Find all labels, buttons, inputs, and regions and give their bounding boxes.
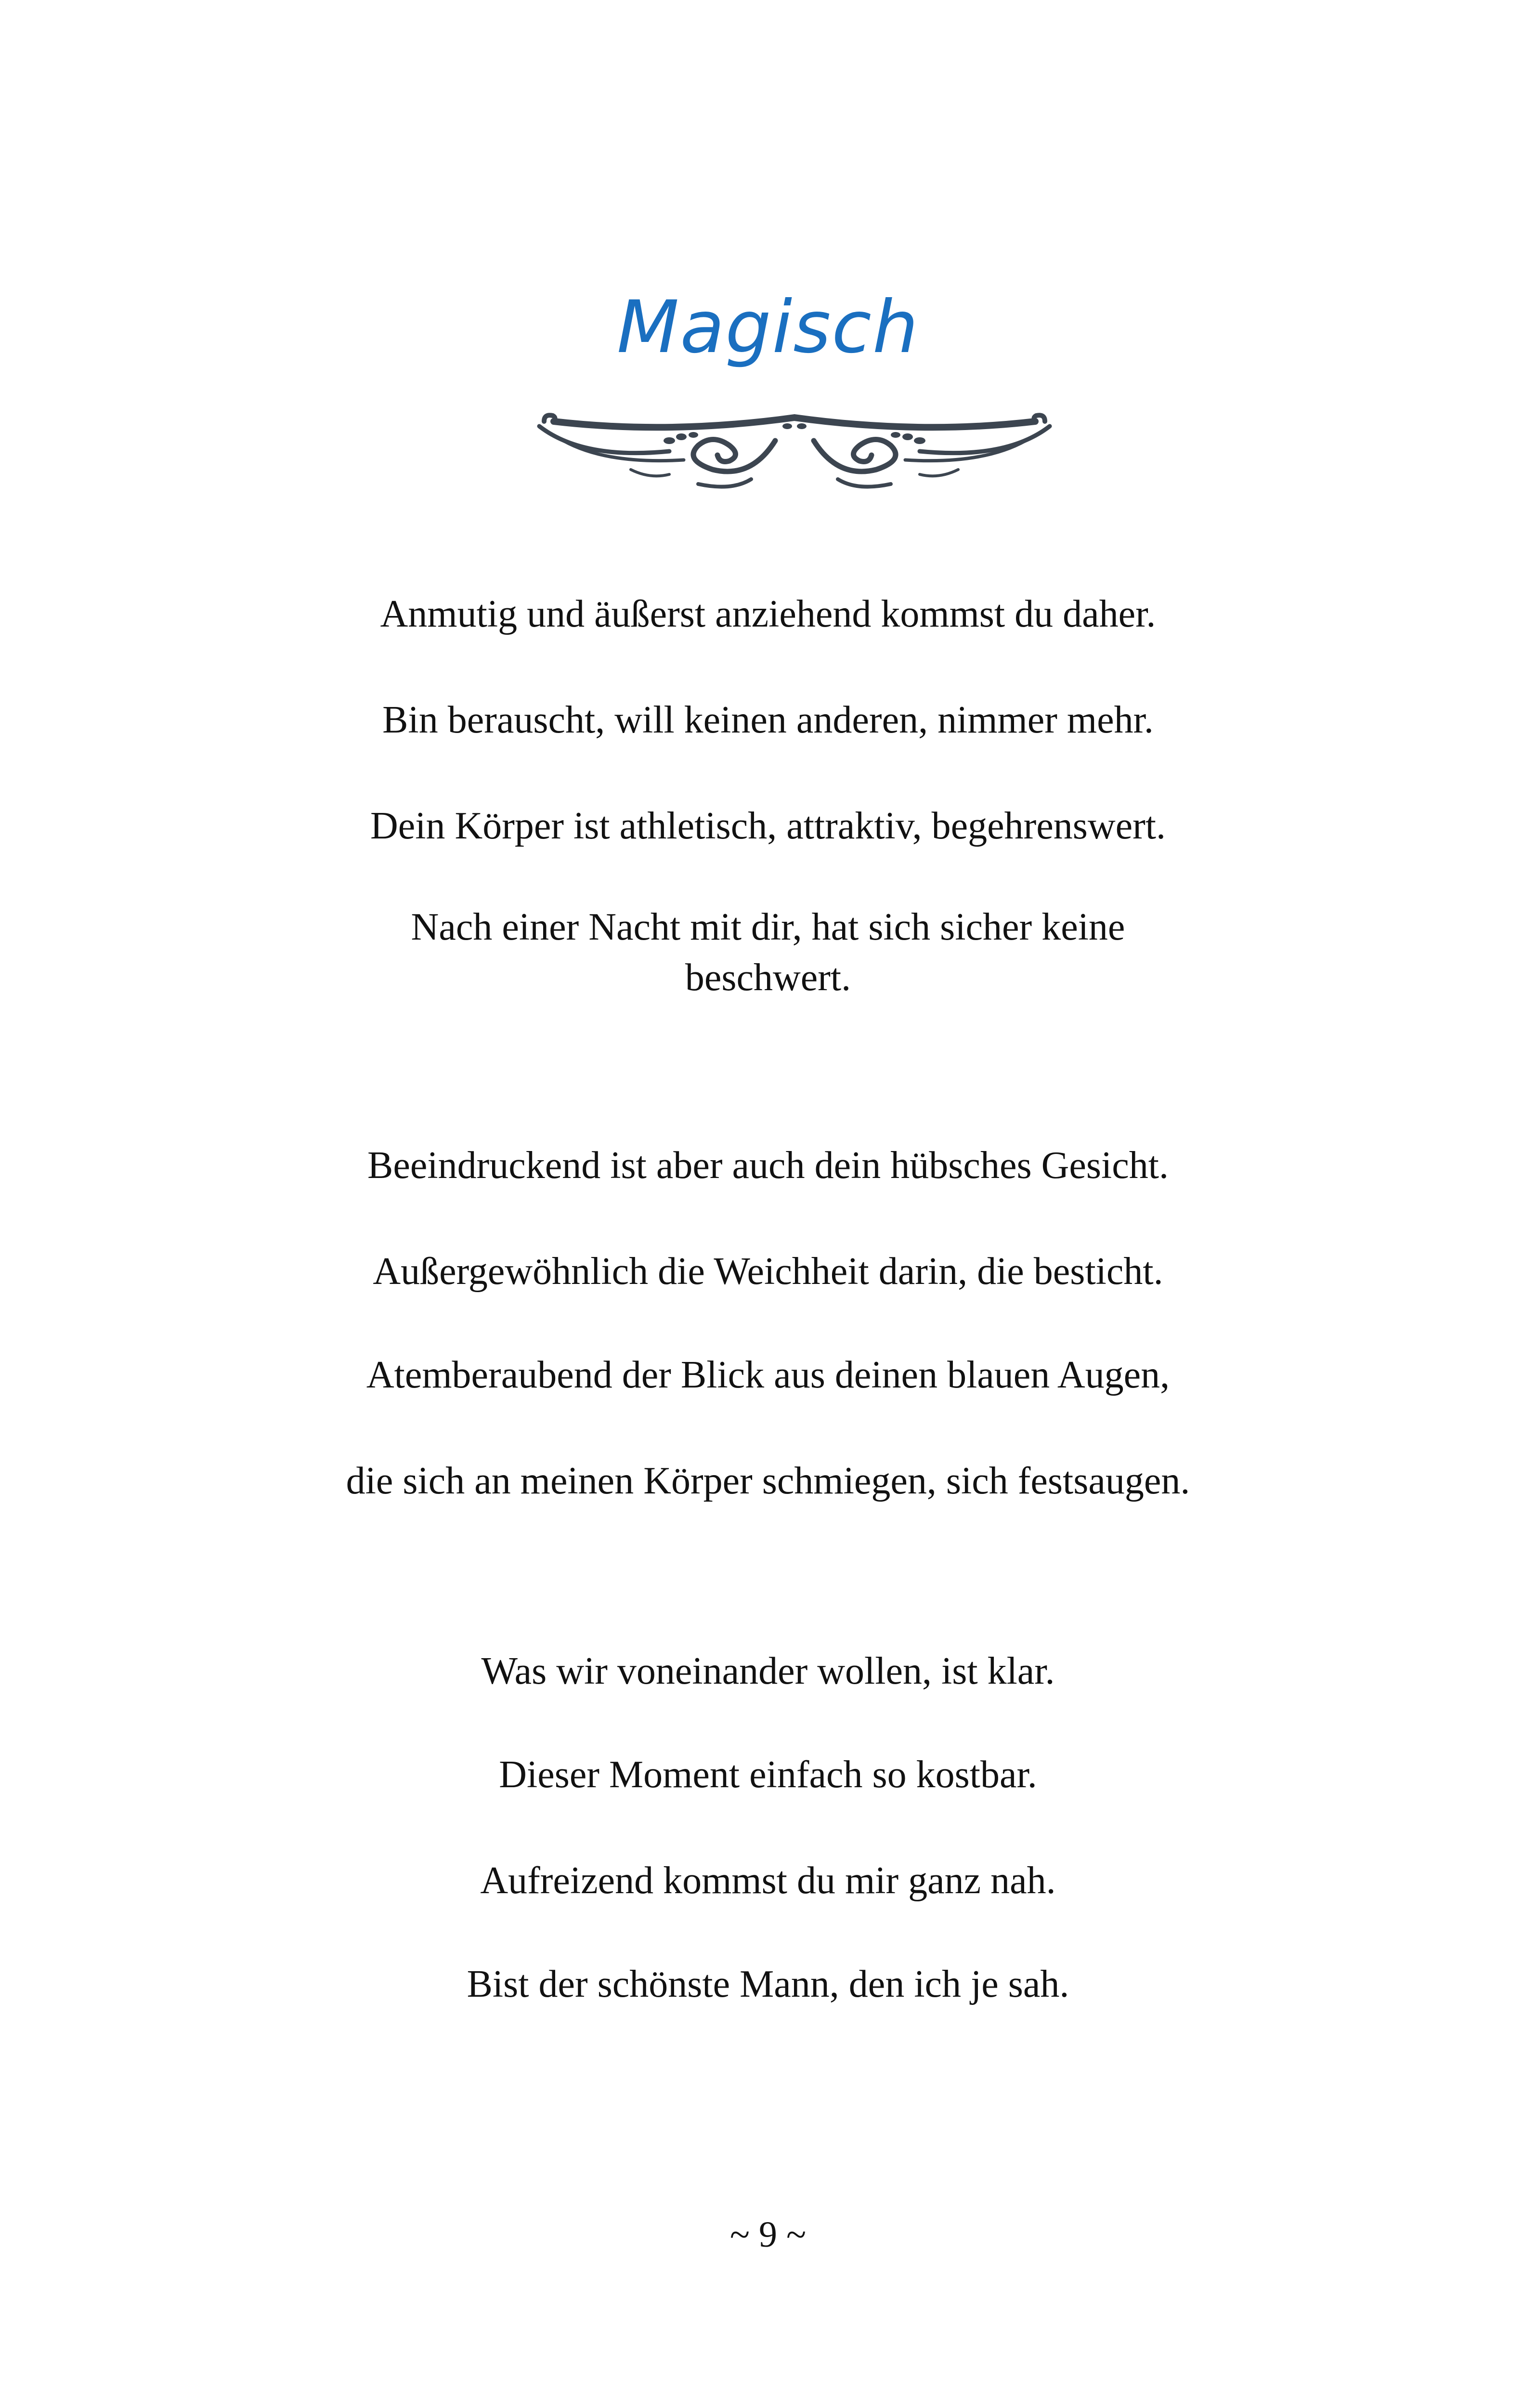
swirl-divider-icon [525, 407, 1064, 494]
poem-line-continued: beschwert. [685, 956, 851, 999]
poem-line: Anmutig und äußerst anziehend kommst du daher. [380, 593, 1156, 635]
poem-line: Nach einer Nacht mit dir, hat sich sicher keine [411, 906, 1125, 948]
page-number: ~ 9 ~ [729, 2214, 807, 2255]
poem-line: Bin berauscht, will keinen anderen, nimmer mehr. [382, 699, 1154, 741]
poem-line: Außergewöhnlich die Weichheit darin, die besticht. [373, 1250, 1163, 1293]
poem-line: Was wir voneinander wollen, ist klar. [481, 1650, 1055, 1692]
poem-line: Aufreizend kommst du mir ganz nah. [480, 1859, 1056, 1902]
poem-line: Dieser Moment einfach so kostbar. [499, 1754, 1037, 1796]
poem-line: Dein Körper ist athletisch, attraktiv, begehrenswert. [370, 805, 1166, 847]
poem-line: Bist der schönste Mann, den ich je sah. [467, 1963, 1069, 2005]
poem-line: die sich an meinen Körper schmiegen, sich festsaugen. [346, 1460, 1190, 1502]
poem-line: Atemberaubend der Blick aus deinen blauen Augen, [366, 1354, 1170, 1396]
poem-title: Magisch [617, 286, 919, 369]
poem-line: Beeindruckend ist aber auch dein hübsches Gesicht. [367, 1144, 1169, 1187]
